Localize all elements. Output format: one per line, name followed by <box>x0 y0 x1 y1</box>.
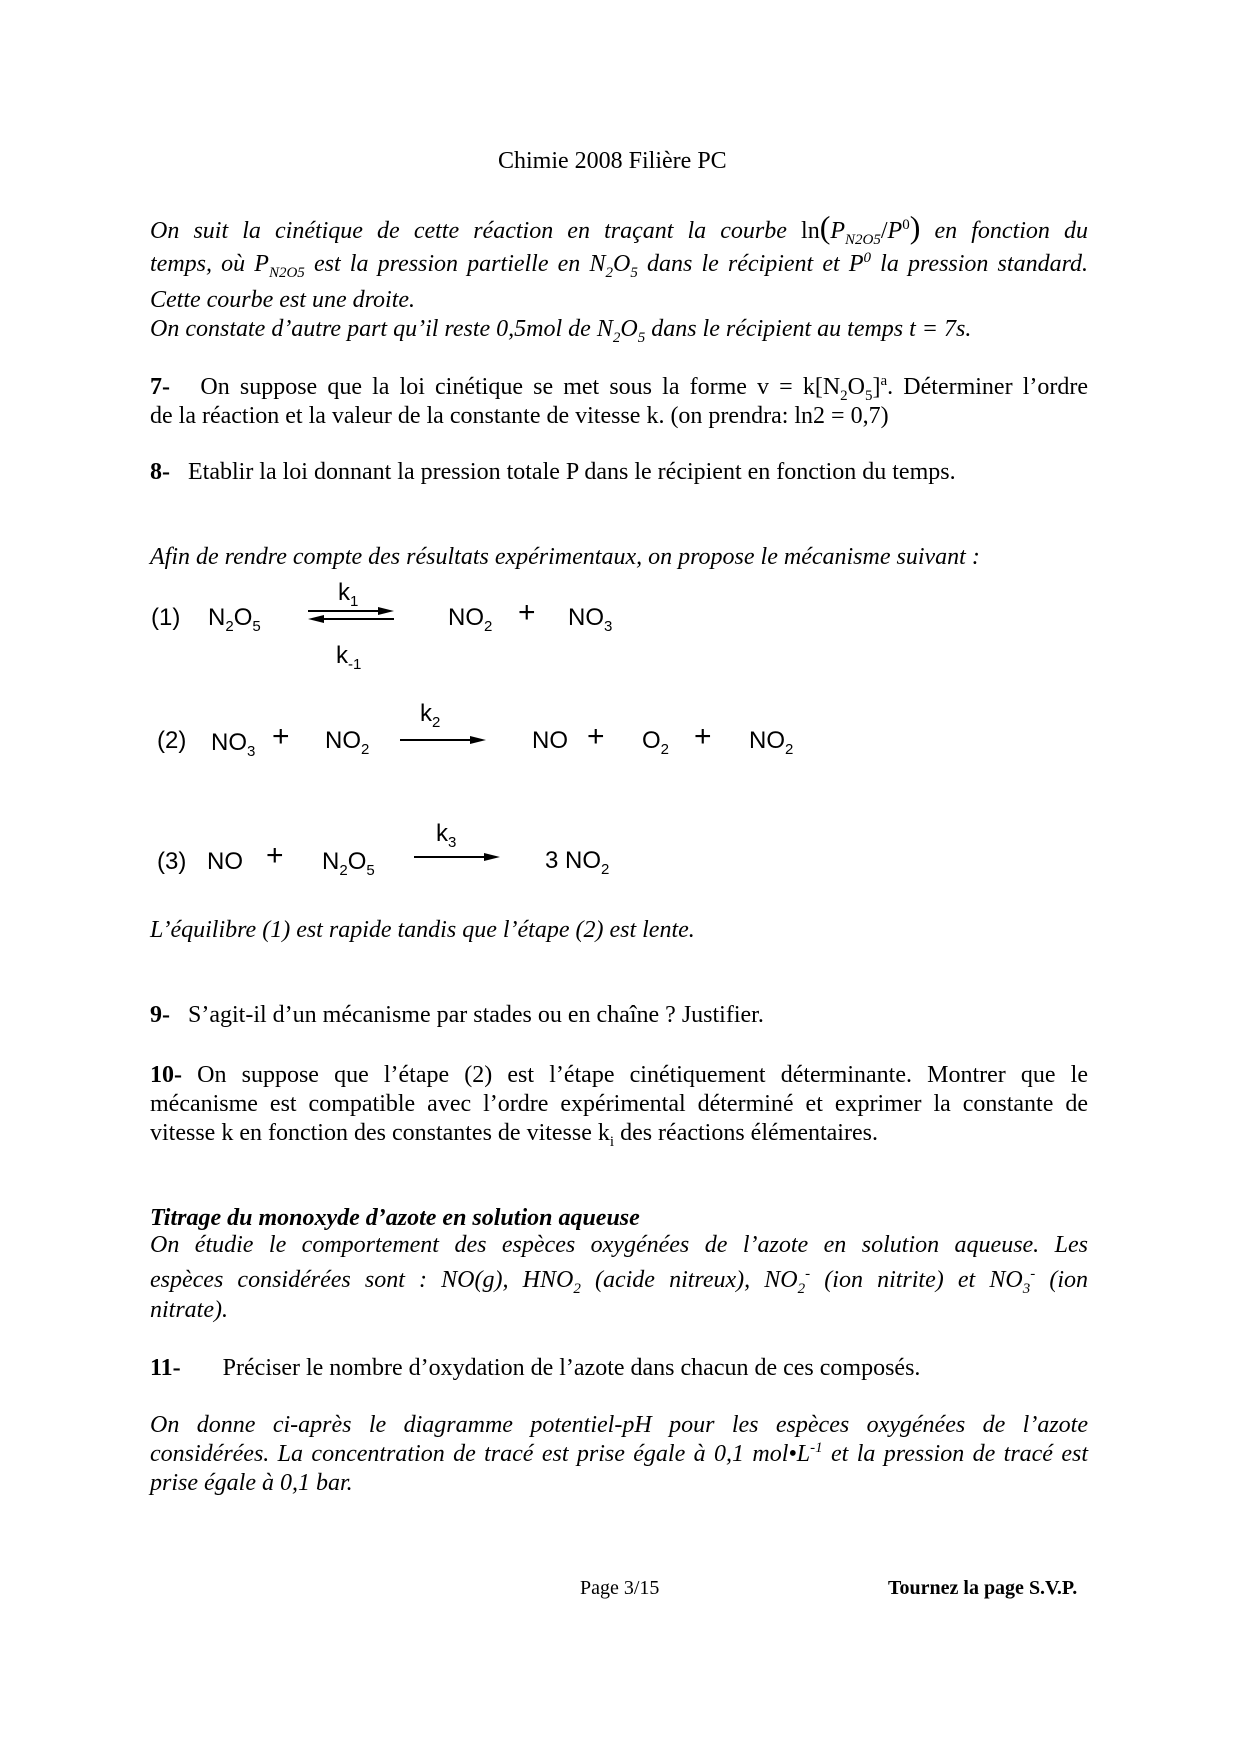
question-9 <box>150 1001 1088 1030</box>
intro-line-2 <box>150 250 1088 279</box>
intro-text: dans le récipient au temps t = 7s. <box>645 316 972 342</box>
question-7-line-1 <box>150 373 1088 402</box>
sup: a <box>880 373 888 389</box>
formula-text: O <box>642 727 661 754</box>
plus-sign: + <box>272 720 290 753</box>
diagram-intro-line-3: prise égale à 0,1 bar. <box>150 1470 353 1496</box>
reaction-2-product-2 <box>642 727 670 758</box>
section-text: (ion <box>1035 1267 1089 1293</box>
question-text: vitesse k en fonction des constantes de vitesse k <box>150 1120 610 1146</box>
sub: 1 <box>350 592 359 610</box>
math-sub-n2o5: N2O5 <box>845 231 881 248</box>
reaction-3-k <box>436 820 457 851</box>
sub: 3 <box>247 742 256 760</box>
intro-text: est la pression partielle en N <box>313 251 606 277</box>
page-header-title: Chimie 2008 Filière PC <box>498 148 727 174</box>
rate-constant: k <box>436 820 448 847</box>
sub: 5 <box>366 861 375 879</box>
formula-text: O <box>347 848 367 875</box>
intro-text: O <box>620 316 638 342</box>
intro-text: en fonction du <box>934 218 1089 244</box>
question-number: 10- <box>150 1062 182 1088</box>
intro-line-1: On suit la cinétique de cette réaction en traçant la courbe $\ln(P_{N2O5}/P^0)$ en fonction du <box>150 209 1089 248</box>
math-P: P <box>830 218 846 244</box>
reaction-3-product <box>545 847 610 878</box>
mechanism-intro: Afin de rendre compte des résultats expérimentaux, on propose le mécanisme suivant : <box>150 544 980 570</box>
intro-text: O <box>612 251 631 277</box>
math-sup-0: 0 <box>902 217 910 233</box>
sub: 2 <box>785 740 794 758</box>
sub: 5 <box>865 387 873 404</box>
sub: 2 <box>573 1280 581 1297</box>
plus-sign: + <box>587 720 605 753</box>
question-10-line-1 <box>150 1061 1088 1090</box>
sub: 3 <box>448 833 457 851</box>
reaction-2-product-1: NO <box>532 727 568 754</box>
formula-text: NO <box>749 727 785 754</box>
sub: 2 <box>225 617 234 635</box>
sub: 3 <box>1022 1280 1031 1297</box>
sub: 5 <box>630 264 638 281</box>
diagram-intro-line-1: On donne ci-après le diagramme potentiel-pH pour les espèces oxygénées de l’azote <box>150 1412 1088 1438</box>
reaction-2-reactant-1 <box>211 729 256 760</box>
reaction-1-reactant <box>208 604 261 635</box>
question-number: 11- <box>150 1355 181 1381</box>
question-text: S’agit-il d’un mécanisme par stades ou en chaîne ? Justifier. <box>188 1002 764 1028</box>
arrow-right-icon <box>398 732 488 748</box>
diagram-intro-line-2 <box>150 1440 1088 1469</box>
rate-constant: k <box>336 642 348 669</box>
reaction-1-product-2 <box>568 604 613 635</box>
sub: 2 <box>612 329 621 346</box>
question-text: ] <box>872 374 881 400</box>
section-text: (ion nitrite) et NO <box>810 1267 1023 1293</box>
arrow-right-icon <box>412 849 502 865</box>
rate-constant: k <box>420 700 432 727</box>
question-number: 7- <box>150 374 170 400</box>
sup: -1 <box>810 1440 823 1456</box>
question-number: 9- <box>150 1002 170 1028</box>
math-P: P <box>254 251 269 277</box>
section-text: (acide nitreux), NO <box>580 1267 798 1293</box>
question-text: Etablir la loi donnant la pression totale P dans le récipient en fonction du temps. <box>188 459 956 485</box>
question-7-line-2: de la réaction et la valeur de la constante de vitesse k. (on prendra: ln2 = 0,7) <box>150 403 889 429</box>
math-sub-n2o5: N2O5 <box>268 264 305 281</box>
reaction-1-label: (1) <box>151 604 181 631</box>
sup: - <box>805 1266 811 1282</box>
question-8 <box>150 458 1088 487</box>
diagram-text: considérées. La concentration de tracé est prise égale à 0,1 mol•L <box>150 1441 811 1467</box>
rate-constant: k <box>338 579 350 606</box>
plus-sign: + <box>266 839 284 872</box>
formula-text: NO <box>448 604 484 631</box>
math-P0: P <box>887 218 903 244</box>
reaction-3-label: (3) <box>157 848 187 875</box>
page-number: Page 3/15 <box>580 1577 660 1599</box>
sub: 2 <box>339 861 348 879</box>
sub: 2 <box>484 617 493 635</box>
diagram-text: et la pression de tracé est <box>822 1441 1089 1467</box>
math-slash: / <box>880 218 888 244</box>
sub: 3 <box>604 617 613 635</box>
sub: 5 <box>252 617 261 635</box>
reaction-3-reactant-2 <box>322 848 375 879</box>
question-number: 8- <box>150 459 170 485</box>
equilibrium-arrow-icon <box>306 603 396 627</box>
section-text: espèces considérées sont : NO(g), HNO <box>150 1267 574 1293</box>
intro-text: On constate d’autre part qu’il reste 0,5mol de N <box>150 316 613 342</box>
question-11 <box>150 1354 1088 1383</box>
sub: 2 <box>432 713 441 731</box>
intro-line-3: Cette courbe est une droite. <box>150 287 416 313</box>
intro-text: On suit la cinétique de cette réaction en traçant la courbe <box>150 218 787 244</box>
question-text: On suppose que la loi cinétique se met sous la forme v = k[N <box>200 374 841 400</box>
intro-text: la pression standard. <box>871 251 1089 277</box>
reaction-2-k <box>420 700 441 731</box>
plus-sign: + <box>518 596 536 629</box>
sub: 2 <box>797 1280 806 1297</box>
plus-sign: + <box>694 720 712 753</box>
intro-text: temps, où <box>150 251 246 277</box>
question-text: des réactions élémentaires. <box>614 1120 878 1146</box>
intro-text: dans le récipient et P <box>637 251 864 277</box>
formula-text: NO <box>568 604 604 631</box>
formula-text: N <box>322 848 340 875</box>
reaction-3-reactant-1: NO <box>207 848 243 875</box>
section-line-3: nitrate). <box>150 1297 228 1323</box>
section-line-1: On étudie le comportement des espèces oxygénées de l’azote en solution aqueuse. Les <box>150 1232 1088 1258</box>
sub: 5 <box>637 329 646 346</box>
reaction-2-product-3 <box>749 727 794 758</box>
sub: 2 <box>361 740 370 758</box>
reaction-2-reactant-2 <box>325 727 370 758</box>
question-text: Préciser le nombre d’oxydation de l’azote dans chacun de ces composés. <box>222 1355 921 1381</box>
math-ln: ln <box>801 218 820 244</box>
formula-text: 3 NO <box>545 847 602 874</box>
formula-text: NO <box>325 727 361 754</box>
turn-page-note: Tournez la page S.V.P. <box>888 1577 1078 1599</box>
sub: i <box>609 1133 615 1150</box>
question-text: O <box>847 374 865 400</box>
question-text: On suppose que l’étape (2) est l’étape cinétiquement déterminante. Montrer que le <box>197 1062 1089 1088</box>
reaction-1-k-backward <box>336 642 362 673</box>
sub: -1 <box>348 655 362 673</box>
reaction-1-product-1 <box>448 604 493 635</box>
question-10-line-2: mécanisme est compatible avec l’ordre expérimental déterminé et exprimer la constante de <box>150 1091 1088 1117</box>
intro-line-4 <box>150 315 1088 344</box>
formula-text: O <box>233 604 253 631</box>
sub: 2 <box>605 264 613 281</box>
formula-text: N <box>208 604 226 631</box>
question-text: . Déterminer l’ordre <box>887 374 1089 400</box>
sub: 2 <box>840 387 848 404</box>
question-10-line-3 <box>150 1119 1088 1148</box>
sup: 0 <box>863 250 871 266</box>
sup: - <box>1030 1266 1036 1282</box>
section-line-2 <box>150 1266 1088 1295</box>
sub: 2 <box>601 860 610 878</box>
reaction-2-label: (2) <box>157 727 187 754</box>
equilibrium-note: L’équilibre (1) est rapide tandis que l’étape (2) est lente. <box>150 917 695 943</box>
sub: 2 <box>660 740 670 758</box>
section-title: Titrage du monoxyde d’azote en solution aqueuse <box>150 1205 640 1231</box>
formula-text: NO <box>211 729 247 756</box>
